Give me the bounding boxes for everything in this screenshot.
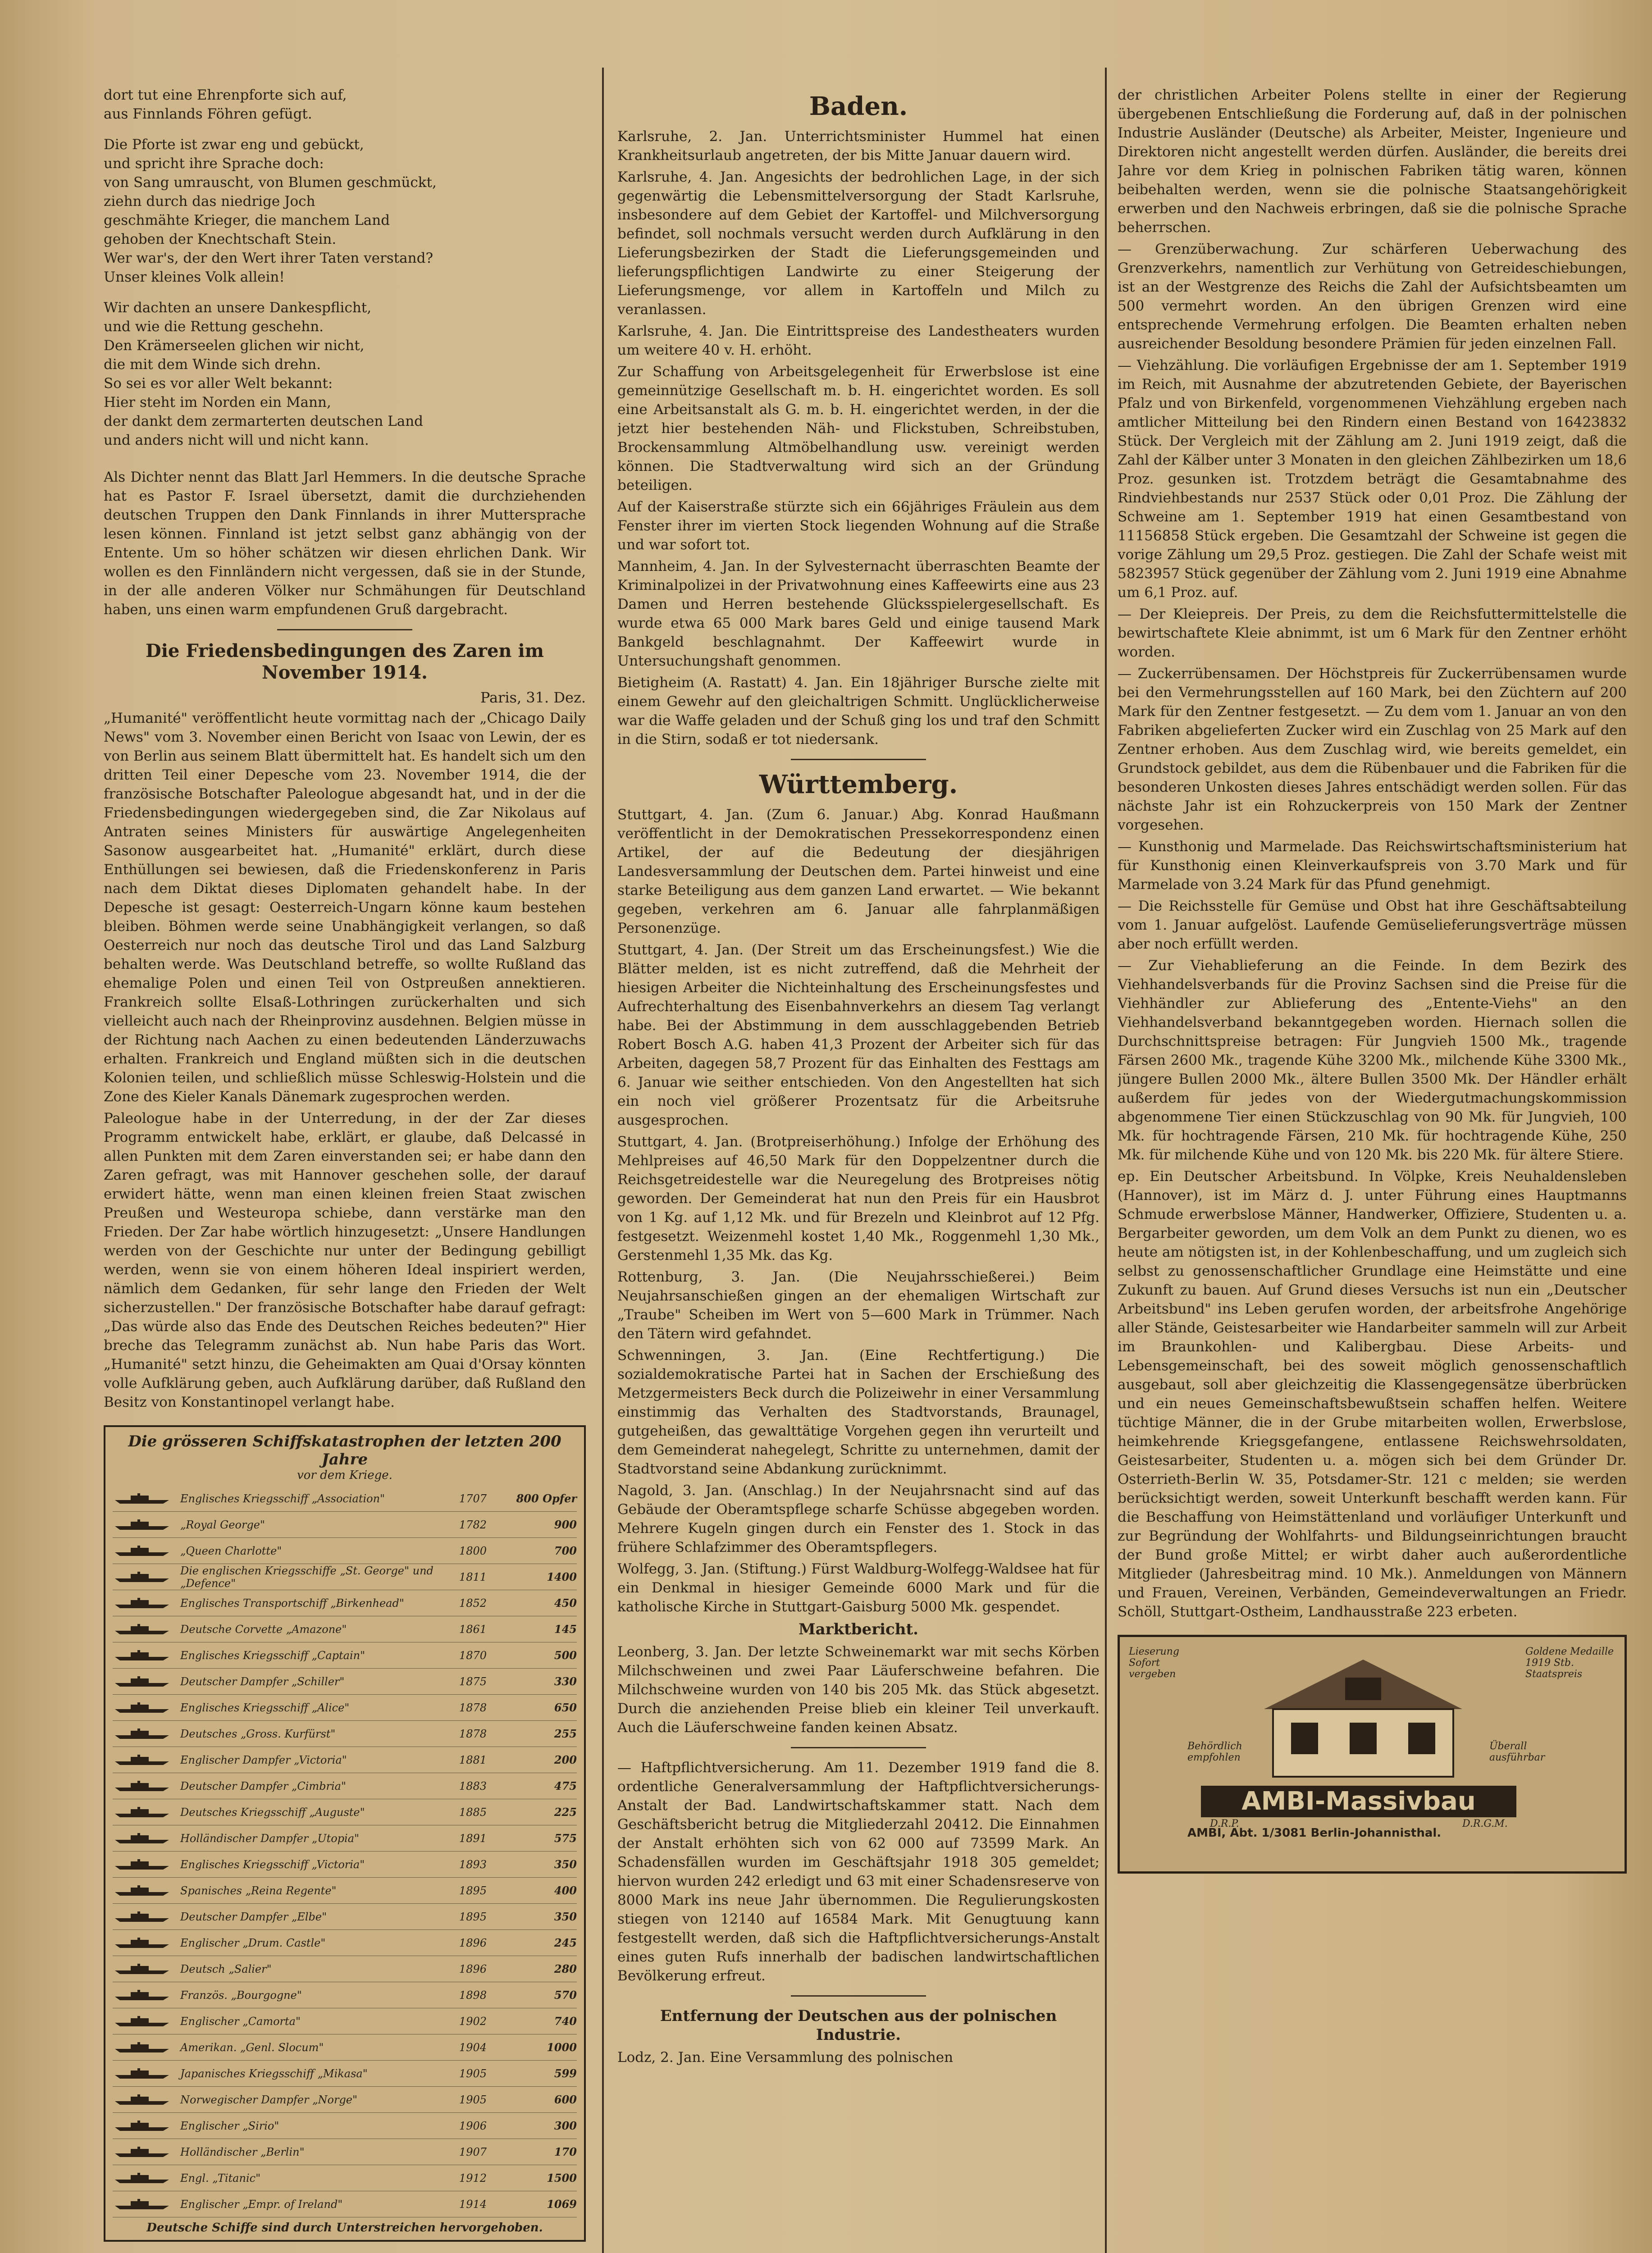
table-row <box>113 1878 577 1904</box>
ship-icon <box>113 1962 180 1976</box>
section-title-baden: Baden. <box>809 91 908 121</box>
ship-name: Englisches Kriegsschiff „Captain" <box>180 1649 365 1662</box>
table-row <box>113 1695 577 1721</box>
table-row <box>113 1825 577 1852</box>
ship-victims: 300 <box>554 2119 577 2132</box>
ship-year: 1906 <box>459 2119 487 2132</box>
ship-victims: 1400 <box>547 1570 577 1583</box>
table-row <box>113 1512 577 1538</box>
ship-victims: 245 <box>554 1936 577 1949</box>
table-row <box>113 1486 577 1512</box>
table-footnote: Deutsche Schiffe sind durch Unterstreichen hervorgehoben. <box>146 2221 543 2235</box>
ship-name: Die englischen Kriegsschiffe „St. George" und „Defence" <box>180 1564 434 1590</box>
poem-line: geschmähte Krieger, die manchem Land <box>104 212 390 228</box>
poem-line: Die Pforte ist zwar eng und gebückt, <box>104 137 364 153</box>
table-row <box>113 1852 577 1878</box>
news-item: — Der Kleiepreis. Der Preis, zu dem die Reichsfuttermittelstelle die bewirtschaftete Kleie abnimmt, ist um 6 Mark für den Zentner erhöht worden. <box>1118 606 1627 660</box>
ship-year: 1885 <box>459 1806 487 1819</box>
ship-year: 1878 <box>459 1727 487 1740</box>
ship-icon <box>113 2093 180 2107</box>
ship-year: 1898 <box>459 1988 487 2002</box>
short-news <box>1118 240 1627 1621</box>
ship-year: 1912 <box>459 2171 487 2185</box>
poem-line: So sei es vor aller Welt bekannt: <box>104 375 333 392</box>
ship-icon <box>113 2067 180 2080</box>
ship-year: 1905 <box>459 2093 487 2106</box>
ship-victims: 350 <box>554 1910 577 1923</box>
ship-year: 1895 <box>459 1910 487 1923</box>
ship-name: Engl. „Titanic" <box>180 2171 261 2185</box>
ship-icon <box>113 1806 180 1819</box>
ship-icon <box>113 1492 180 1505</box>
ship-victims: 450 <box>554 1596 577 1610</box>
poem-stanza <box>104 135 586 287</box>
news-item: Karlsruhe, 4. Jan. Angesichts der bedrohlichen Lage, in der sich gegenwärtig die Lebensmittelversorgung der Stadt Karlsruhe, insbesondere auf dem Gebiet der Kartoffel- und Milchversorgung befindet, soll nochmals versucht werden durch Aufklärung in den Lieferungsbezirken der Stadt die Lieferungsgemeinden und lieferungspflichtigen Landwirte zu einer Steigerung der Lieferungsmenge, vor allem in Kartoffeln und Milch zu veranlassen. <box>617 169 1100 318</box>
poem-line: gehoben der Knechtschaft Stein. <box>104 231 337 247</box>
ship-year: 1870 <box>459 1649 487 1662</box>
table-row <box>113 1747 577 1773</box>
table-row <box>113 1669 577 1695</box>
table-row <box>113 2113 577 2139</box>
ship-victims: 900 <box>554 1518 577 1531</box>
ship-icon <box>113 1701 180 1715</box>
ad-label: Behördlich empfohlen <box>1187 1741 1242 1763</box>
ship-icon <box>113 1623 180 1636</box>
ship-name: Deutsch „Salier" <box>180 1962 272 1975</box>
market-report: Leonberg, 3. Jan. Der letzte Schweinemarkt war mit sechs Körben Milchschweinen und zwei Paar Läuferschweine befahren. Die Milchschweine wurden von 140 bis 205 Mk. das Stück abgesetzt. Durch die anziehenden Preise blieb ein kleiner Teil unverkauft. Auch die Läuferschweine fanden keinen Absatz. <box>617 1644 1100 1736</box>
ship-victims: 570 <box>554 1988 577 2002</box>
ship-name: Deutsches „Gross. Kurfürst" <box>180 1727 336 1740</box>
poem-line: Wer war's, der den Wert ihrer Taten verstand? <box>104 250 434 266</box>
ship-icon <box>113 2119 180 2133</box>
table-row <box>113 1590 577 1616</box>
ship-icon <box>113 1910 180 1924</box>
news-item: — Zur Viehablieferung an die Feinde. In dem Bezirk des Viehhandelsverbands für die Provinz Sachsen sind die Preise für die Viehhändler zur Ablieferung des „Entente-Viehs" an den Viehhandelsverband bekanntgegeben worden. Hiernach sollen die Durchschnittspreise betragen: Für Jungvieh 1500 Mk., tragende Färsen 2600 Mk., tragende Kühe 3200 Mk., milchende Kühe 3300 Mk., jüngere Bullen 2000 Mk., ältere Bullen 3500 Mk. Der Händler erhält außerdem für jedes von der Wiedergutmachungskommission abgenommene Tier einen Stückzuschlag von 90 Mk. für Jungvieh, 100 Mk. für hochtragende Färsen, 210 Mk. für hochtragende Kühe, 250 Mk. für milchende Kühe und von 120 Mk. bis 220 Mk. für ältere Stiere. <box>1118 958 1627 1163</box>
ship-name: Deutsche Corvette „Amazone" <box>180 1623 347 1636</box>
ship-name: Spanisches „Reina Regente" <box>180 1884 337 1897</box>
table-row <box>113 2034 577 2061</box>
ship-name: Englisches Kriegsschiff „Association" <box>180 1492 385 1505</box>
table-row <box>113 2087 577 2113</box>
ship-victims: 170 <box>554 2145 577 2158</box>
ship-name: Englischer „Drum. Castle" <box>180 1936 326 1949</box>
ad-label: Lieserung Sofort vergeben <box>1129 1646 1179 1680</box>
news-item: Rottenburg, 3. Jan. (Die Neujahrsschießerei.) Beim Neujahrsanschießen gingen an der ehemaligen Wirtschaft zur „Traube" Scheiben im Wert von 5—600 Mark in Trümmer. Nach den Tätern wird gefahndet. <box>617 1269 1100 1342</box>
ship-year: 1811 <box>459 1570 487 1583</box>
ship-victims: 145 <box>554 1623 577 1636</box>
table-row <box>113 1616 577 1642</box>
ship-victims: 225 <box>554 1806 577 1819</box>
ship-name: Englisches Kriegsschiff „Victoria" <box>180 1858 365 1871</box>
news-item: — Die Reichsstelle für Gemüse und Obst hat ihre Geschäftsabteilung vom 1. Januar aufgelöst. Laufende Gemüselieferungsverträge müssen aber noch erfüllt werden. <box>1118 898 1627 952</box>
column-right <box>1118 86 1627 2253</box>
ship-year: 1893 <box>459 1858 487 1871</box>
ship-disaster-table <box>104 1425 586 2242</box>
ship-name: Deutscher Dampfer „Elbe" <box>180 1910 327 1923</box>
ship-victims: 800 Opfer <box>516 1492 577 1505</box>
news-item: Bietigheim (A. Rastatt) 4. Jan. Ein 18jähriger Bursche zielte mit einem Gewehr auf den gleichaltrigen Schmitt. Unglücklicherweise war die Waffe geladen und der Schuß ging los und traf den Schmitt in die Stirn, sodaß er tot niedersank. <box>617 675 1100 748</box>
separator <box>791 1995 926 1997</box>
poem <box>104 86 586 450</box>
ship-name: Englischer „Sirio" <box>180 2119 279 2132</box>
poem-line: Hier steht im Norden ein Mann, <box>104 394 331 410</box>
table-row <box>113 1642 577 1669</box>
news-item: — Zuckerrübensamen. Der Höchstpreis für Zuckerrübensamen wurde bei den Vermehrungsstellen auf 160 Mark, bei den Züchtern auf 200 Mark für den Zentner festgesetzt. — Zu dem vom 1. Januar an von den Fabriken abgelieferten Zucker wird ein Zuschlag von 25 Mark auf den Zentner erhoben. Aus dem Zuschlag wird, wie bereits gemeldet, ein Grundstock gebildet, aus dem die Rübenbauer und die Fabriken für die besonderen Unkosten dieses Jahres entschädigt werden sollen. Für das nächste Jahr ist ein Rohzuckerpreis von 150 Mark der Zentner vorgesehen. <box>1118 666 1627 833</box>
poem-line: und spricht ihre Sprache doch: <box>104 155 324 172</box>
advertisement <box>1118 1635 1627 1874</box>
poem-line: und anders nicht will und nicht kann. <box>104 432 369 448</box>
ship-victims: 575 <box>554 1832 577 1845</box>
ship-name: Englischer „Camorta" <box>180 2015 301 2028</box>
separator <box>791 759 926 760</box>
ship-name: Holländischer „Berlin" <box>180 2145 305 2158</box>
ship-victims: 330 <box>554 1675 577 1688</box>
house-illustration <box>1255 1651 1471 1781</box>
poem-commentary: Als Dichter nennt das Blatt Jarl Hemmers. In die deutsche Sprache hat es Pastor F. Israel übersetzt, damit die durchziehenden deutschen Truppen den Dank Finnlands in ihrer Muttersprache lesen können. Finnland ist jetzt selbst ganz abhängig von der Entente. Um so höher schätzen wir diesen ehrlichen Dank. Wir wollen es den Finnländern nicht vergessen, daß sie in der Stunde, in der alle anderen Völker nur Schmähungen für Deutschland haben, uns einen warm empfundenen Gruß dargebracht. <box>104 469 586 618</box>
table-subtitle: vor dem Kriege. <box>297 1469 392 1482</box>
separator <box>277 629 412 630</box>
poem-line: von Sang umrauscht, von Blumen geschmückt, <box>104 174 437 191</box>
news-item: Stuttgart, 4. Jan. (Zum 6. Januar.) Abg. Konrad Haußmann veröffentlicht in der Demokratischen Pressekorrespondenz einen Artikel, der auf die Bedeutung der diesjährigen Landesversammlung der Deutschen dem. Partei hinweist und eine starke Beteiligung aus dem ganzen Land erwartet. — Wie bekannt gegeben, verkehren am 6. Januar alle fahrplanmäßigen Personenzüge. <box>617 807 1100 936</box>
ship-icon <box>113 1832 180 1845</box>
poem-stanza <box>104 298 586 450</box>
ad-label: D.R.G.M. <box>1462 1818 1508 1829</box>
ship-year: 1782 <box>459 1518 487 1531</box>
ship-victims: 600 <box>554 2093 577 2106</box>
ship-icon <box>113 1988 180 2002</box>
ship-name: Englischer Dampfer „Victoria" <box>180 1753 347 1766</box>
ship-year: 1907 <box>459 2145 487 2158</box>
table-body <box>113 1486 577 2217</box>
ship-name: Japanisches Kriegsschiff „Mikasa" <box>180 2067 368 2080</box>
table-row <box>113 1956 577 1982</box>
table-title: Die grösseren Schiffskatastrophen der letzten 200 Jahre <box>128 1432 561 1469</box>
poem-line: Den Krämerseelen glichen wir nicht, <box>104 337 365 354</box>
column-left <box>104 86 586 2253</box>
ship-year: 1878 <box>459 1701 487 1714</box>
ship-icon <box>113 2041 180 2054</box>
news-item: Schwenningen, 3. Jan. (Eine Rechtfertigung.) Die sozialdemokratische Partei hat in Sachen der Erschießung des Metzgermeisters Beck durch die Polizeiwehr in einer Versammlung einstimmig das Verhalten des Stadtvorstands, Braunagel, gutgeheißen, das gewalttätige Vorgehen gegen ihn verurteilt und dem Gemeinderat nahegelegt, Schritte zu unternehmen, damit der Stadtvorstand seine Abdankung zurücknimmt. <box>617 1347 1100 1477</box>
table-row <box>113 2165 577 2191</box>
ship-icon <box>113 2145 180 2159</box>
ship-name: Amerikan. „Genl. Slocum" <box>180 2041 324 2054</box>
news-item: Karlsruhe, 2. Jan. Unterrichtsminister Hummel hat einen Krankheitsurlaub angetreten, der bis Mitte Januar dauern wird. <box>617 128 1100 164</box>
dateline: Paris, 31. Dez. <box>480 689 586 706</box>
ship-icon <box>113 2015 180 2028</box>
ship-victims: 650 <box>554 1701 577 1714</box>
news-item: Zur Schaffung von Arbeitsgelegenheit für Erwerbslose ist eine gemeinnützige Gesellschaft m. b. H. eingerichtet worden. Es soll eine Arbeitsanstalt als G. m. b. H. eingerichtet werden, in der die jetzt hier bestehenden Näh- und Flickstuben, Schreibstuben, Brockensammlung Altmöbelhandlung usw. vereinigt werden können. Die Stadtverwaltung wird sich an der Gründung beteiligen. <box>617 364 1100 493</box>
ship-victims: 400 <box>554 1884 577 1897</box>
ship-name: Deutscher Dampfer „Schiller" <box>180 1675 345 1688</box>
column-rule-2 <box>1105 68 1107 2253</box>
article-paragraph: „Humanité" veröffentlicht heute vormittag nach der „Chicago Daily News" vom 3. November einen Bericht von Isaac von Lewin, der es von Berlin aus seinem Blatt übermittelt hat. Es handelt sich um den dritten Teil einer Depesche vom 23. November 1914, die der französische Botschafter Paleologue abgesandt hat, und in der die Friedensbedingungen wiedergegeben sind, die Zar Nikolaus auf Antraten seines Ministers für auswärtige Angelegenheiten Sasonow ausgearbeitet hat. „Humanité" erklärt, durch diese Enthüllungen sei bewiesen, daß die Friedenskonferenz in Paris nach dem Diktat dieses Diplomaten gehandelt habe. In der Depesche ist gesagt: Oesterreich-Ungarn könne kaum bestehen bleiben. Böhmen werde seine Unabhängigkeit verlangen, so daß Oesterreich nur noch das deutsche Tirol und das Land Salzburg behalten werde. Was Deutschland betreffe, so wollte Rußland das ehemalige Polen und einen Teil von Ostpreußen annektieren. Frankreich sollte Elsaß-Lothringen zurückerhalten und sich vielleicht auch nach der Rheinprovinz ausdehnen. Belgien müsse in der Richtung nach Aachen zu einen bedeutenden Länderzuwachs erhalten. Frankreich und England müßten sich in die deutschen Kolonien teilen, und schließlich müsse Schleswig-Holstein und die Zone des Kieler Kanals Dänemark zugesprochen werden. <box>104 710 586 1105</box>
ship-year: 1904 <box>459 2041 487 2054</box>
ship-icon <box>113 2171 180 2185</box>
ship-victims: 1069 <box>547 2198 577 2211</box>
ship-victims: 255 <box>554 1727 577 1740</box>
table-row <box>113 1799 577 1825</box>
column-rule-1 <box>602 68 604 2253</box>
ship-victims: 500 <box>554 1649 577 1662</box>
ship-year: 1914 <box>459 2198 487 2211</box>
table-row <box>113 2139 577 2165</box>
poem-line: Unser kleines Volk allein! <box>104 269 285 285</box>
ship-name: Englischer „Empr. of Ireland" <box>180 2198 343 2211</box>
ship-victims: 350 <box>554 1858 577 1871</box>
ad-label: Überall ausführbar <box>1489 1741 1545 1763</box>
baden-news <box>617 127 1100 749</box>
ship-victims: 475 <box>554 1779 577 1792</box>
section-title-markt: Marktbericht. <box>798 1620 919 1638</box>
ship-icon <box>113 1649 180 1662</box>
ship-name: „Queen Charlotte" <box>180 1544 282 1557</box>
news-item: Mannheim, 4. Jan. In der Sylvesternacht überraschten Beamte der Kriminalpolizei in der Privatwohnung eines Kaffeewirts eine aus 23 Damen und Herren bestehende Glücksspielergesellschaft. Es wurde etwa 65 000 Mark bares Geld und einige tausend Mark Bankgeld beschlagnahmt. Der Kaffeewirt wurde in Untersuchungshaft genommen. <box>617 558 1100 669</box>
table-row <box>113 1904 577 1930</box>
ship-icon <box>113 1936 180 1950</box>
ship-year: 1800 <box>459 1544 487 1557</box>
column-middle <box>617 86 1100 2253</box>
article-title: Die Friedensbedingungen des Zaren im November 1914. <box>146 640 544 683</box>
table-row <box>113 2008 577 2034</box>
news-item: Stuttgart, 4. Jan. (Brotpreiserhöhung.) Infolge der Erhöhung des Mehlpreises auf 46,50 Mark für den Doppelzentner durch die Reichsgetreidestelle war die Neuregelung des Brotpreises nötig geworden. Der Gemeinderat hat nun den Preis für ein Hausbrot von 1 Kg. auf 1,12 Mk. und für Brezeln und Kleinbrot auf 12 Pfg. festgesetzt. Weizenmehl kostet 1,40 Mk., Roggenmehl 1,30 Mk., Gerstenmehl 1,35 Mk. das Kg. <box>617 1134 1100 1263</box>
poem-stanza <box>104 86 586 123</box>
news-item: ep. Ein Deutscher Arbeitsbund. In Völpke, Kreis Neuhaldensleben (Hannover), ist im März d. J. unter Führung eines Hauptmanns Schmude erwerbslose Männer, Handwerker, Offiziere, Studenten u. a. Bergarbeiter geworden, um dem Volk an dem Punkt zu dienen, wo es heute am nötigsten ist, in der Kohlenbeschaffung, und um zugleich sich selbst zu genossenschaftlicher Grundlage eine Heimstätte und eine Zukunft zu bauen. Auf Grund dieses Versuchs ist nun ein „Deutscher Arbeitsbund" ins Leben gerufen worden, der arbeitsfrohe Angehörige aller Stände, Geistesarbeiter wie Handarbeiter sammeln will zur Arbeit im Braunkohlen- und Kalibergbau. Diese Arbeits- und Lebensgemeinschaft, bei des soweit möglich genossenschaftlich ausgebaut, soll aber gleichzeitig die Klassengegensätze überbrücken und ein neues Gemeinschaftsbewußtsein schaffen helfen. Weitere tüchtige Männer, die in der Grube mitarbeiten wollen, Erwerbslose, heimkehrende Kriegsgefangene, entlassene Reichswehrsoldaten, Geistesarbeiter, Studenten u. a. mögen sich bei dem Gründer Dr. Osterrieth-Berlin W. 35, Potsdamer-Str. 121 c melden; sie werden berücksichtigt werden, soweit Unterkunft beschafft werden kann. Für die Beschaffung von Heimstättenland und vorläufiger Unterkunft und zur Begründung der Wohlfahrts- und Bildungseinrichtungen braucht der Bund große Mittel; er wirbt daher auch außerordentliche Mitglieder (Jahresbeitrag mind. 10 Mk.). Anmeldungen von Männern und Frauen, Vereinen, Verbänden, Gemeindeverwaltungen an Friedr. Schöll, Stuttgart-Ostheim, Landhausstraße 223 erbeten. <box>1118 1168 1627 1620</box>
ship-icon <box>113 1518 180 1532</box>
ship-name: Holländischer Dampfer „Utopia" <box>180 1832 360 1845</box>
article-paragraph: Paleologue habe in der Unterredung, in der der Zar dieses Programm entwickelt habe, erklärt, er glaube, daß Delcassé in allen Punkten mit dem Zaren einverstanden sei; er habe dann den Zaren gefragt, was mit Hannover geschehen solle, der darauf erwidert hätte, wenn man einen kleinen freien Staat zwischen Preußen und Westeuropa schiebe, dann verstärke man den Frieden. Der Zar habe wörtlich hinzugesetzt: „Unsere Handlungen werden von der Geschichte nur unter der Bedingung gebilligt werden, wenn sie von einem höheren Ideal inspiriert werden, nämlich dem Gedanken, für sehr lange den Frieden der Welt sicherzustellen." Der französische Botschafter habe darauf gefragt: „Das würde also das Ende des Deutschen Reiches bedeuten?" Hier breche das Telegramm zunächst ab. Nun habe Paris das Wort. „Humanité" setzt hinzu, die Geheimakten am Quai d'Orsay könnten volle Aufklärung geben, auch Aufklärung darüber, daß Rußland den Besitz von Konstantinopel verlangt habe. <box>104 1110 586 1410</box>
ship-icon <box>113 1727 180 1741</box>
separator <box>791 1747 926 1748</box>
ship-victims: 1000 <box>547 2041 577 2054</box>
poem-line: dort tut eine Ehrenpforte sich auf, <box>104 87 347 103</box>
ship-name: Deutsches Kriegsschiff „Auguste" <box>180 1806 365 1819</box>
section-title-wuerttemberg: Württemberg. <box>759 770 958 799</box>
article-title: Entfernung der Deutschen aus der polnischen Industrie. <box>660 2007 1057 2044</box>
ship-icon <box>113 1570 180 1584</box>
table-row <box>113 1564 577 1590</box>
poem-line: Wir dachten an unsere Dankespflicht, <box>104 300 372 316</box>
ship-victims: 1500 <box>547 2171 577 2185</box>
table-row <box>113 2191 577 2217</box>
ship-victims: 700 <box>554 1544 577 1557</box>
news-item: Nagold, 3. Jan. (Anschlag.) In der Neujahrsnacht sind auf das Gebäude der Oberamtspflege scharfe Schüsse abgegeben worden. Mehrere Kugeln gingen durch ein Fenster des 1. Stock in das frühere Schlafzimmer des Oberamtspflegers. <box>617 1482 1100 1555</box>
poem-line: aus Finnlands Föhren gefügt. <box>104 106 312 122</box>
poem-line: und wie die Rettung geschehn. <box>104 319 324 335</box>
ship-icon <box>113 1675 180 1688</box>
ad-brand: AMBI-Massivbau <box>1201 1786 1516 1817</box>
ship-year: 1905 <box>459 2067 487 2080</box>
ship-name: Deutscher Dampfer „Cimbria" <box>180 1779 347 1792</box>
ship-icon <box>113 1596 180 1610</box>
table-row <box>113 1930 577 1956</box>
ship-victims: 740 <box>554 2015 577 2028</box>
ship-year: 1881 <box>459 1753 487 1766</box>
table-row <box>113 2061 577 2087</box>
news-item: Karlsruhe, 4. Jan. Die Eintrittspreise des Landestheaters wurden um weitere 40 v. H. erhöht. <box>617 323 1100 358</box>
ship-year: 1895 <box>459 1884 487 1897</box>
table-row <box>113 1982 577 2008</box>
ad-label: Goldene Medaille 1919 Stb. Staatspreis <box>1525 1646 1614 1680</box>
ship-name: Französ. „Bourgogne" <box>180 1988 302 2002</box>
news-item: — Viehzählung. Die vorläufigen Ergebnisse der am 1. September 1919 im Reich, mit Ausnahme der abzutretenden Gebiete, der Bayerischen Pfalz und von Birkenfeld, vorgenommenen Viehzählung ergeben nach amtlicher Mitteilung bei den Rindern einen Bestand von 16423832 Stück. Der Vergleich mit der Zählung am 2. Juni 1919 zeigt, daß die Zahl der Kälber unter 3 Monaten in den gleichen Zählbezirken um 18,6 Proz. gesunken ist. Trotzdem beträgt die Gesamtabnahme des Rindviehbestands nur 2537 Stück oder 0,01 Proz. Die Zählung der Schweine am 1. September 1919 hat einen Gesamtbestand von 11156858 Stück ergeben. Die Gesamtzahl der Schweine ist gegen die vorige Zählung um 29,5 Proz. gestiegen. Die Zahl der Schafe weist mit 5823957 Stück gegenüber der Zählung vom 2. Juni 1919 eine Abnahme um 6,1 Proz. auf. <box>1118 357 1627 601</box>
ship-year: 1891 <box>459 1832 487 1845</box>
ship-year: 1707 <box>459 1492 487 1505</box>
ship-year: 1852 <box>459 1596 487 1610</box>
poem-line: ziehn durch das niedrige Joch <box>104 193 315 210</box>
ship-name: Norwegischer Dampfer „Norge" <box>180 2093 358 2106</box>
ship-year: 1883 <box>459 1779 487 1792</box>
ship-icon <box>113 1544 180 1558</box>
ship-icon <box>113 1884 180 1897</box>
news-item: Stuttgart, 4. Jan. (Der Streit um das Erscheinungsfest.) Wie die Blätter melden, ist es nicht zutreffend, daß die Mehrheit der hiesigen Arbeiter die Nichteinhaltung des Erscheinungsfestes und Aufrechterhaltung des Eisenbahnverkehrs an diesem Tag verlangt habe. Bei der Abstimmung in dem ausschlaggebenden Betrieb Robert Bosch A.G. haben 41,3 Prozent der Arbeiter sich für das Arbeiten, dagegen 58,7 Prozent für das Einhalten des Festtags am 6. Januar wie seither entschieden. Von den Angestellten hat sich ein noch viel größerer Prozentsatz für die Arbeitsruhe ausgesprochen. <box>617 942 1100 1128</box>
ship-icon <box>113 1858 180 1871</box>
news-item: — Kunsthonig und Marmelade. Das Reichswirtschaftsministerium hat für Kunsthonig einen Kleinverkaufspreis von 3.70 Mark und für Marmelade von 3.24 Mark für das Pfund genehmigt. <box>1118 839 1627 893</box>
news-item: der christlichen Arbeiter Polens stellte in einer der Regierung übergebenen Entschließung die Forderung auf, daß in der polnischen Industrie Ausländer (Deutsche) als Arbeiter, Meister, Ingenieure und Direktoren nicht angestellt werden dürfen. Ausländer, die bereits drei Jahre vor dem Krieg in polnischen Fabriken tätig waren, können beibehalten werden, wenn sie die polnische Staatsangehörigkeit erwerben und den Nachweis erbringen, daß sie die polnische Sprache beherrschen. <box>1118 87 1627 236</box>
table-row <box>113 1773 577 1799</box>
ad-address: AMBI, Abt. 1/3081 Berlin-Johannisthal. <box>1187 1826 1442 1840</box>
ship-victims: 599 <box>554 2067 577 2080</box>
news-item: Lodz, 2. Jan. Eine Versammlung des polnischen <box>617 2049 954 2066</box>
ship-year: 1861 <box>459 1623 487 1636</box>
ship-victims: 200 <box>554 1753 577 1766</box>
poem-line: der dankt dem zermarterten deutschen Land <box>104 413 424 429</box>
ship-victims: 280 <box>554 1962 577 1975</box>
news-item: Auf der Kaiserstraße stürzte sich ein 66jähriges Fräulein aus dem Fenster ihrer im vierten Stock liegenden Wohnung auf die Straße und war sofort tot. <box>617 499 1100 553</box>
ship-year: 1896 <box>459 1936 487 1949</box>
ship-year: 1902 <box>459 2015 487 2028</box>
ad-label: D.R.P. <box>1210 1818 1239 1829</box>
table-row <box>113 1721 577 1747</box>
news-item: — Grenzüberwachung. Zur schärferen Ueberwachung des Grenzverkehrs, namentlich zur Verhütung von Getreideschiebungen, ist an der Westgrenze des Reichs die Zahl der Aufsichtsbeamten um 500 vermehrt worden. An den übrigen Grenzen wird eine entsprechende Vermehrung erfolgen. Die Beamten erhalten neben ausreichender Besoldung besondere Prämien für jeden einzelnen Fall. <box>1118 241 1627 352</box>
ship-icon <box>113 2198 180 2211</box>
ship-name: Englisches Kriegsschiff „Alice" <box>180 1701 350 1714</box>
poem-line: die mit dem Winde sich drehn. <box>104 356 321 373</box>
ship-year: 1875 <box>459 1675 487 1688</box>
news-item: Wolfegg, 3. Jan. (Stiftung.) Fürst Waldburg-Wolfegg-Waldsee hat für ein Denkmal in hiesiger Gemeinde 6000 Mark und für die katholische Kirche in Stuttgart-Gaisburg 5000 Mk. gespendet. <box>617 1561 1100 1615</box>
ship-year: 1896 <box>459 1962 487 1975</box>
wuerttemberg-news <box>617 805 1100 1616</box>
ship-icon <box>113 1753 180 1767</box>
table-row <box>113 1538 577 1564</box>
ship-icon <box>113 1779 180 1793</box>
ship-name: „Royal George" <box>180 1518 265 1531</box>
news-item: — Haftpflichtversicherung. Am 11. Dezember 1919 fand die 8. ordentliche Generalversammlung der Haftpflichtversicherungs-Anstalt der Bad. Landwirtschaftskammer statt. Nach dem Geschäftsbericht betrug die Mitgliederzahl 20412. Die Einnahmen der Anstalt erhöhten sich von 62 000 auf 73599 Mark. An Schadensfällen wurden im Geschäftsjahr 1918 305 gemeldet; hiervon wurden 242 erledigt und 63 mit einer Schadensreserve von 8000 Mark ins neue Jahr übernommen. Die Regulierungskosten stiegen von 12140 auf 16584 Mark. Mit Genugtuung kann festgestellt werden, daß sich die Haftpflichtversicherungs-Anstalt eines guten Rufs innerhalb der badischen landwirtschaftlichen Bevölkerung erfreut. <box>617 1760 1100 1984</box>
ship-name: Englisches Transportschiff „Birkenhead" <box>180 1596 404 1610</box>
